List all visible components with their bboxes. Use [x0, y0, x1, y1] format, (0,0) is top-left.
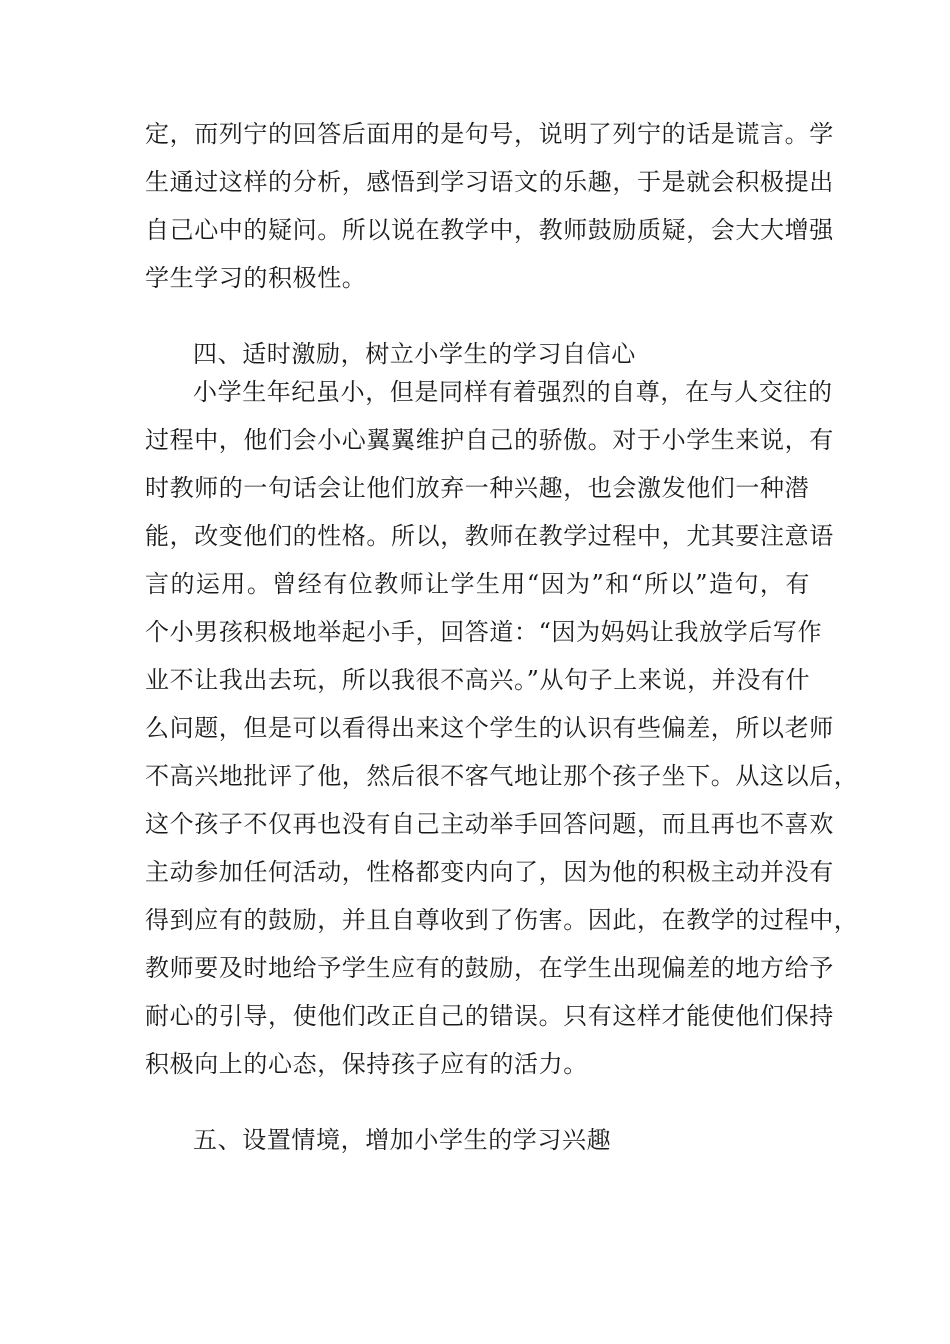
paragraph-line: 言的运用。曾经有位教师让学生用“因为”和“所以”造句，有 — [145, 570, 810, 598]
paragraph-line: 时教师的一句话会让他们放弃一种兴趣，也会激发他们一种潜 — [145, 474, 810, 502]
paragraph-line: 小学生年纪虽小，但是同样有着强烈的自尊，在与人交往的 — [193, 378, 833, 406]
paragraph-line: 耐心的引导，使他们改正自己的错误。只有这样才能使他们保持 — [145, 1002, 834, 1030]
paragraph-line: 教师要及时地给予学生应有的鼓励，在学生出现偏差的地方给予 — [145, 954, 834, 982]
paragraph-line: 生通过这样的分析，感悟到学习语文的乐趣，于是就会积极提出 — [145, 168, 834, 196]
paragraph-line: 学生学习的积极性。 — [145, 264, 367, 292]
paragraph-line: 业不让我出去玩，所以我很不高兴。”从句子上来说，并没有什 — [145, 666, 811, 694]
paragraph-line: 个小男孩积极地举起小手，回答道：“因为妈妈让我放学后写作 — [145, 618, 823, 646]
paragraph-line: 能，改变他们的性格。所以，教师在教学过程中，尤其要注意语 — [145, 522, 834, 550]
paragraph-line: 主动参加任何活动，性格都变内向了，因为他的积极主动并没有 — [145, 858, 834, 886]
paragraph-line: 过程中，他们会小心翼翼维护自己的骄傲。对于小学生来说，有 — [145, 426, 834, 454]
section-heading-4: 四、适时激励，树立小学生的学习自信心 — [193, 340, 636, 368]
paragraph-line: 自己心中的疑问。所以说在教学中，教师鼓励质疑，会大大增强 — [145, 216, 834, 244]
paragraph-line: 积极向上的心态，保持孩子应有的活力。 — [145, 1050, 588, 1078]
paragraph-line: 定，而列宁的回答后面用的是句号，说明了列宁的话是谎言。学 — [145, 120, 834, 148]
paragraph-line: 得到应有的鼓励，并且自尊收到了伤害。因此，在教学的过程中， — [145, 906, 859, 934]
paragraph-line: 不高兴地批评了他，然后很不客气地让那个孩子坐下。从这以后， — [145, 762, 859, 790]
paragraph-line: 这个孩子不仅再也没有自己主动举手回答问题，而且再也不喜欢 — [145, 810, 834, 838]
section-heading-5: 五、设置情境，增加小学生的学习兴趣 — [193, 1126, 612, 1154]
paragraph-line: 么问题，但是可以看得出来这个学生的认识有些偏差，所以老师 — [145, 714, 834, 742]
